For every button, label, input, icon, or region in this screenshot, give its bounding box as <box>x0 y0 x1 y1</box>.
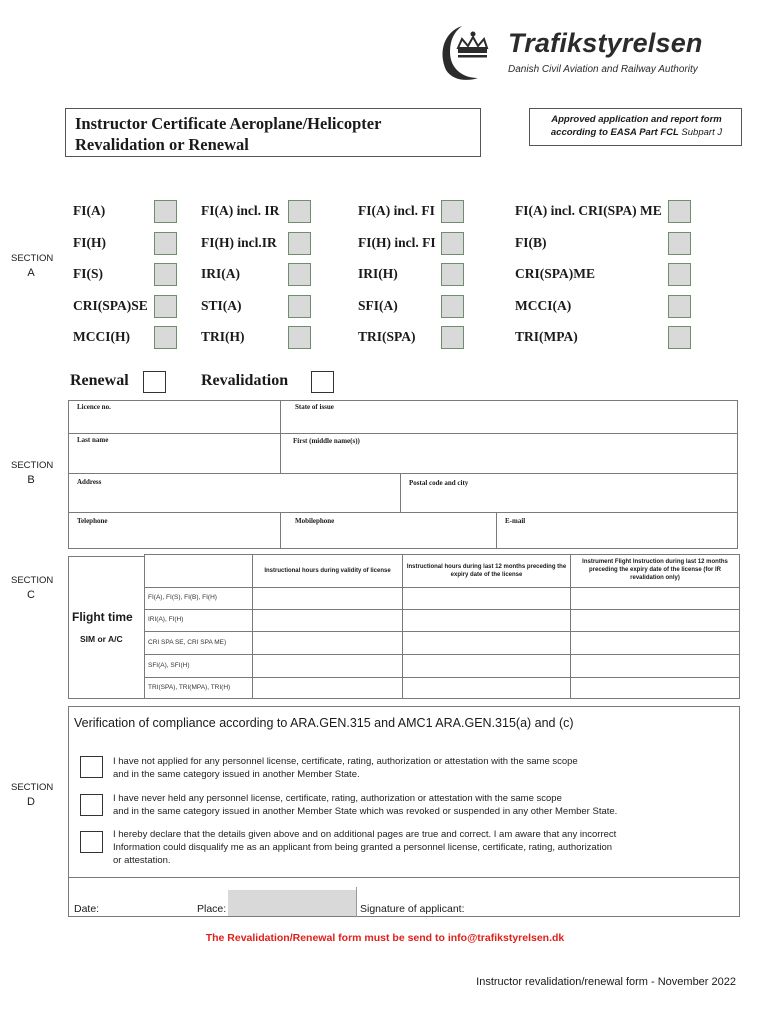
form-title-box <box>65 108 481 157</box>
hours-cell[interactable] <box>571 632 739 654</box>
hours-cell[interactable] <box>403 588 570 609</box>
approved-line1: Approved application and report form <box>551 114 722 125</box>
declaration-checkbox-2[interactable] <box>80 794 103 816</box>
hours-cell[interactable] <box>403 678 570 698</box>
cert-label: FI(A) incl. CRI(SPA) ME <box>515 203 662 218</box>
section-a-label: SECTION A <box>11 253 54 279</box>
cert-checkbox[interactable] <box>154 295 177 318</box>
cert-label: TRI(H) <box>201 329 245 344</box>
cert-label: FI(A) <box>73 203 106 218</box>
cert-label: MCCI(A) <box>515 298 572 313</box>
renewal-checkbox[interactable] <box>143 371 166 393</box>
verification-title: Verification of compliance according to ARA.GEN.315 and AMC1 ARA.GEN.315(a) and (c) <box>74 716 574 730</box>
flight-time-title: Flight time <box>72 610 133 624</box>
declaration-text-3: I hereby declare that the details given above and on additional pages are true and correct. I am aware that any incorrect Information could disqualify me as an applicant from being granted a personnel license, certificate, rating, authorization or attestation. <box>113 829 617 866</box>
personal-details <box>68 400 738 549</box>
cert-label: SFI(A) <box>358 298 398 313</box>
declaration-text-1: I have not applied for any personnel license, certificate, rating, authorization or attestation with the same scope and in the same category issued in another Member State. <box>113 756 578 780</box>
cert-label: FI(H) <box>73 235 106 250</box>
declaration-checkbox-3[interactable] <box>80 831 103 853</box>
cert-checkbox[interactable] <box>668 326 691 349</box>
postal-label: Postal code and city <box>409 479 469 487</box>
flight-row-label: FI(A), FI(S), FI(B), FI(H) <box>148 594 217 601</box>
cert-label: FI(A) incl. FI <box>358 203 435 218</box>
cert-label: FI(H) incl.IR <box>201 235 277 250</box>
col-header-instrument: Instrument Flight Instruction during last 12 months preceding the expiry date of the license (for IR revalidation only) <box>582 559 728 581</box>
hours-cell[interactable] <box>403 632 570 654</box>
place-label: Place: <box>197 903 227 915</box>
cert-checkbox[interactable] <box>154 263 177 286</box>
verification-box <box>68 706 740 917</box>
cert-checkbox[interactable] <box>441 326 464 349</box>
hours-cell[interactable] <box>403 655 570 677</box>
logo <box>432 22 742 84</box>
cert-label: TRI(SPA) <box>358 329 416 344</box>
flight-row-label: SFI(A), SFI(H) <box>148 662 190 669</box>
cert-checkbox[interactable] <box>668 200 691 223</box>
flight-row-label: TRI(SPA), TRI(MPA), TRI(H) <box>148 684 231 691</box>
col-header-12-months: Instructional hours during last 12 months preceding the expiry date of the license <box>406 564 567 578</box>
last-name-label: Last name <box>77 436 109 444</box>
cert-label: CRI(SPA)ME <box>515 266 595 281</box>
cert-checkbox[interactable] <box>288 326 311 349</box>
cert-checkbox[interactable] <box>441 232 464 255</box>
place-field[interactable] <box>228 890 356 916</box>
revalidation-checkbox[interactable] <box>311 371 334 393</box>
cert-label: CRI(SPA)SE <box>73 298 148 313</box>
state-of-issue-field[interactable] <box>281 401 737 433</box>
cert-checkbox[interactable] <box>668 295 691 318</box>
cert-checkbox[interactable] <box>668 232 691 255</box>
form-title-line1: Instructor Certificate Aeroplane/Helicopter <box>75 114 382 133</box>
form-title-line2: Revalidation or Renewal <box>75 135 249 154</box>
cert-checkbox[interactable] <box>441 263 464 286</box>
hours-cell[interactable] <box>253 655 402 677</box>
section-b-label: SECTION B <box>11 460 54 486</box>
declaration-checkbox-1[interactable] <box>80 756 103 778</box>
cert-label: FI(S) <box>73 266 103 281</box>
cert-checkbox[interactable] <box>441 295 464 318</box>
declaration-text-2: I have never held any personnel license, certificate, rating, authorization or attestation with the same scope and in the same category issued in another Member State which was revoked or suspended in any other Member State. <box>113 793 618 817</box>
hours-cell[interactable] <box>571 610 739 631</box>
cert-checkbox[interactable] <box>154 232 177 255</box>
telephone-label: Telephone <box>77 517 108 525</box>
cert-label: MCCI(H) <box>73 329 130 344</box>
first-name-label: First (middle name(s)) <box>293 437 360 445</box>
crown-logo-icon <box>432 22 502 82</box>
col-header-validity: Instructional hours during validity of license <box>264 568 391 574</box>
org-name: Trafikstyrelsen <box>508 28 703 58</box>
flight-row-label: CRI SPA SE, CRI SPA ME) <box>148 639 227 646</box>
email-field[interactable] <box>497 513 737 548</box>
cert-label: FI(B) <box>515 235 547 250</box>
hours-cell[interactable] <box>253 610 402 631</box>
flight-row-label: IRI(A), FI(H) <box>148 616 184 623</box>
cert-checkbox[interactable] <box>288 295 311 318</box>
hours-cell[interactable] <box>253 632 402 654</box>
hours-cell[interactable] <box>571 678 739 698</box>
email-label: E-mail <box>505 517 526 525</box>
cert-label: TRI(MPA) <box>515 329 578 344</box>
cert-checkbox[interactable] <box>288 263 311 286</box>
date-label: Date: <box>74 903 100 915</box>
hours-cell[interactable] <box>403 610 570 631</box>
cert-label: IRI(H) <box>358 266 398 281</box>
signature-label: Signature of applicant: <box>360 903 465 915</box>
state-of-issue-label: State of issue <box>295 403 334 411</box>
address-field[interactable] <box>69 474 400 512</box>
cert-checkbox[interactable] <box>154 200 177 223</box>
form-identifier: Instructor revalidation/renewal form - November 2022 <box>476 976 736 988</box>
licence-no-label: Licence no. <box>77 403 111 411</box>
cert-label: IRI(A) <box>201 266 240 281</box>
cert-checkbox[interactable] <box>441 200 464 223</box>
cert-checkbox[interactable] <box>288 200 311 223</box>
send-note: The Revalidation/Renewal form must be send to info@trafikstyrelsen.dk <box>205 932 565 944</box>
hours-cell[interactable] <box>571 588 739 609</box>
cert-label: FI(H) incl. FI <box>358 235 436 250</box>
org-subtitle: Danish Civil Aviation and Railway Authority <box>508 64 698 75</box>
date-field[interactable] <box>108 886 196 916</box>
renewal-label: Renewal <box>70 372 129 389</box>
mobile-label: Mobilephone <box>295 517 335 525</box>
cert-label: FI(A) incl. IR <box>201 203 280 218</box>
flight-time-subtitle: SIM or A/C <box>80 634 123 644</box>
section-c-label: SECTION C <box>11 575 54 601</box>
approved-subpart: Subpart J <box>678 127 723 138</box>
signature-field[interactable] <box>488 886 738 916</box>
address-label: Address <box>77 478 102 486</box>
section-d-label: SECTION D <box>11 782 54 808</box>
cert-checkbox[interactable] <box>668 263 691 286</box>
cert-label: STI(A) <box>201 298 242 313</box>
hours-cell[interactable] <box>571 655 739 677</box>
cert-checkbox[interactable] <box>154 326 177 349</box>
approved-box <box>529 108 742 146</box>
flight-time-table <box>68 554 740 699</box>
approved-line2: according to EASA Part FCL <box>550 127 679 138</box>
revalidation-label: Revalidation <box>201 372 289 389</box>
hours-cell[interactable] <box>253 588 402 609</box>
hours-cell[interactable] <box>253 678 402 698</box>
cert-checkbox[interactable] <box>288 232 311 255</box>
